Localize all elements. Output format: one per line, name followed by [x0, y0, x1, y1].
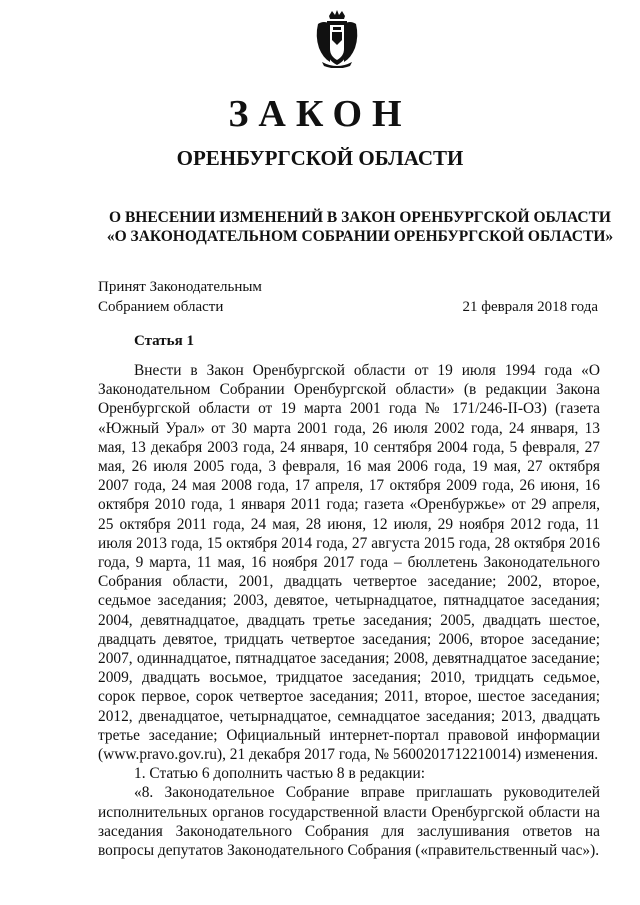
- intro-paragraph: Внести в Закон Оренбургской области от 19 июля 1994 года «О Законодательном Собрании Оренбургской области» (в редакции Закона Оренбургской области от 19 марта 2001 года № 171/246-II-ОЗ) (газета «Южный Урал» от 30 марта 2001 года, 26 июля 2002 года, 24 января, 13 мая, 13 декабря 2003 года, 24 января, 10 сентября 2004 года, 5 февраля, 27 мая, 26 июля 2005 года, 3 февраля, 16 мая 2006 года, 19 мая, 27 октября 2007 года, 24 мая 2008 года, 17 апреля, 17 октября 2009 года, 26 июня, 16 октября 2010 года, 1 января 2011 года; газета «Оренбуржье» от 29 апреля, 25 октября 2011 года, 24 мая, 28 июня, 12 июля, 29 ноября 2012 года, 11 июля 2013 года, 15 октября 2014 года, 27 августа 2015 года, 28 октября 2016 года, 9 марта, 11 мая, 16 ноября 2017 года – бюллетень Законодательного Собрания области, 2001, двадцать четвертое заседание; 2002, второе, седьмое заседания; 2003, девятое, четырнадцатое, пятнадцатое заседания; 2004, девятнадцатое, двадцать третье заседания; 2005, двадцать шестое, двадцать девятое, тридцать четвертое заседания; 2006, второе заседание; 2007, одиннадцатое, пятнадцатое заседания; 2008, девятнадцатое заседание; 2009, двадцать восьмое, тридцатое заседания; 2010, тридцать седьмое, сорок первое, сорок четвертое заседания; 2011, второе, шестое заседания; 2012, двенадцатое, четырнадцатое, семнадцатое заседания; 2013, двадцать третье заседание; Официальный интернет-портал правовой информации (www.pravo.gov.ru), 21 декабря 2017 года, № 5600201712210014) изменения.: [98, 362, 600, 764]
- article-body: [98, 361, 600, 860]
- coat-of-arms-icon: [314, 10, 360, 68]
- heading-line-2: «О ЗАКОНОДАТЕЛЬНОМ СОБРАНИИ ОРЕНБУРГСКОЙ ОБЛАСТИ»: [106, 228, 614, 245]
- heading-line-1: О ВНЕСЕНИИ ИЗМЕНЕНИЙ В ЗАКОН ОРЕНБУРГСКОЙ ОБЛАСТИ: [109, 209, 611, 226]
- adopted-line-2: Собранием области: [98, 299, 224, 315]
- quote-paragraph: «8. Законодательное Собрание вправе приглашать руководителей исполнительных органов государственной власти Оренбургской области на заседания Законодательного Собрания для заслушивания ответов на вопросы депутатов Законодательного Собрания («правительственный час»).: [98, 784, 600, 860]
- article-title: Статья 1: [134, 333, 194, 349]
- adopted-line-1: Принят Законодательным: [98, 279, 262, 295]
- law-title: ЗАКОН: [228, 93, 412, 135]
- adoption-block: [98, 277, 262, 317]
- law-subtitle: ОРЕНБУРГСКОЙ ОБЛАСТИ: [176, 146, 464, 170]
- adoption-date: 21 февраля 2018 года: [462, 299, 598, 315]
- law-heading: [80, 208, 640, 246]
- item-1-paragraph: 1. Статью 6 дополнить частью 8 в редакции:: [134, 765, 426, 783]
